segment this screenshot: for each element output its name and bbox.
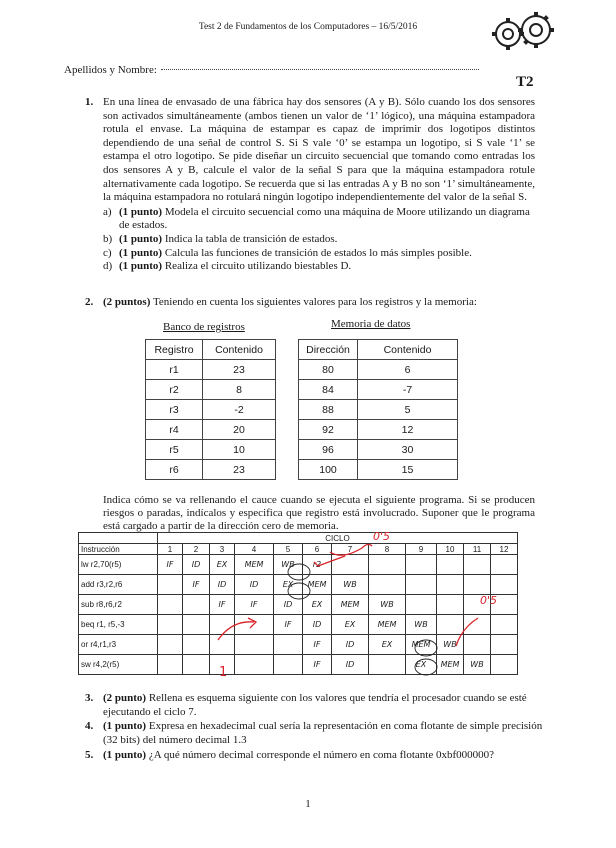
pipeline-stage-cell: IF <box>303 655 332 675</box>
pipeline-stage-cell: MEM <box>369 615 406 635</box>
hazard-arrow-head <box>248 618 256 628</box>
top-arrow <box>314 556 345 566</box>
question-4: 4. (1 punto) Expresa en hexadecimal cual sería la representación en coma flotante de simple precisión (32 bits) del número decimal 1.3 <box>85 720 543 746</box>
question-5-number: 5. <box>85 749 94 761</box>
question-4-number: 4. <box>85 720 94 732</box>
subpart-d: d) (1 punto) Realiza el circuito utilizando biestables D. <box>103 260 352 273</box>
cycle-number: 3 <box>210 544 235 555</box>
memory-caption: Memoria de datos <box>331 318 411 330</box>
pipeline-stage-cell: ID <box>183 555 210 575</box>
table-row: 84 -7 <box>299 380 458 400</box>
question-2-number: 2. <box>85 296 94 308</box>
registers-caption: Banco de registros <box>163 321 245 333</box>
page-header-title: Test 2 de Fundamentos de los Computadores – 16/5/2016 <box>198 22 418 32</box>
pipeline-stage-cell: MEM <box>303 575 332 595</box>
pipeline-stage-cell: MEM <box>332 595 369 615</box>
subpart-a: a) (1 punto) Modela el circuito secuencial como una máquina de Moore utilizando un diagrama de estados. <box>103 205 530 232</box>
page-number: 1 <box>305 798 311 810</box>
pipeline-stage-cell: WB <box>274 555 303 575</box>
cycle-number: 12 <box>491 544 518 555</box>
pipeline-stage-cell: IF <box>274 615 303 635</box>
pipeline-stage-cell: IF <box>183 575 210 595</box>
subpart-b: b) (1 punto) Indica la tabla de transición de estados. <box>103 232 338 245</box>
pipeline-stage-cell: MEM <box>406 635 437 655</box>
pipeline-stage-cell: EX <box>274 575 303 595</box>
pipeline-stage-cell: MEM <box>235 555 274 575</box>
question-3-text: Rellena es esquema siguiente con los valores que tendría el procesador cuando se esté ejecutando el ciclo 7. <box>103 692 527 718</box>
table-row: 100 15 <box>299 460 458 480</box>
pencil-circles <box>288 564 437 675</box>
annotation-score-top: 0'5 <box>373 530 391 543</box>
column-header: Contenido <box>203 340 276 360</box>
pipeline-stage-cell: ID <box>274 595 303 615</box>
table-row: 80 6 <box>299 360 458 380</box>
column-header: Registro <box>146 340 203 360</box>
column-header: Contenido <box>358 340 458 360</box>
pipeline-stage-cell: IF <box>158 555 183 575</box>
cycle-label: CICLO <box>158 533 518 544</box>
pipeline-stage-cell: r2 <box>303 555 332 575</box>
instruction-label: lw r2,70(r5) <box>79 555 158 575</box>
top-score-stroke <box>330 544 372 555</box>
table-row: 96 30 <box>299 440 458 460</box>
circle-mem-or <box>415 640 437 656</box>
red-ink-marks <box>218 544 478 646</box>
pipeline-stage-cell: WB <box>332 575 369 595</box>
annotation-score-right: 0'5 <box>480 594 498 607</box>
pipeline-stage-cell: ID <box>303 615 332 635</box>
question-5: 5. (1 punto) ¿A qué número decimal corresponde el número en coma flotante 0xbf000000? <box>85 749 495 761</box>
subpart-c: c) (1 punto) Calcula las funciones de transición de estados lo más simples posible. <box>103 246 472 259</box>
circle-ex-add <box>288 583 310 599</box>
pipeline-stage-cell: ID <box>235 575 274 595</box>
question-3: 3. (2 punto) Rellena es esquema siguiente con los valores que tendría el procesador cuando se esté ejecutando el ciclo 7. <box>85 692 527 718</box>
table-row: r1 23 <box>146 360 276 380</box>
pipeline-stage-cell: EX <box>303 595 332 615</box>
table-row: r3 -2 <box>146 400 276 420</box>
instruction-label: sw r4,2(r5) <box>79 655 158 675</box>
pipeline-stage-cell: MEM <box>437 655 464 675</box>
hazard-arrow-right <box>456 618 478 646</box>
pipeline-instructions-paragraph: Indica cómo se va rellenando el cauce cuando se ejecuta el siguiente programa. Si se producen riesgos o paradas, indícalos y especifica que registro está involucrado. Suponer que le programa está cargado a partir de la dirección cero de memoria. <box>103 494 535 532</box>
instruction-label: or r4,r1,r3 <box>79 635 158 655</box>
pipeline-stage-cell: IF <box>303 635 332 655</box>
table-row: r6 23 <box>146 460 276 480</box>
name-label: Apellidos y Nombre: <box>64 64 157 76</box>
pipeline-stage-cell: WB <box>437 635 464 655</box>
table-row: 88 5 <box>299 400 458 420</box>
exam-code: T2 <box>516 74 534 90</box>
instruction-header: Instrucción <box>79 544 158 555</box>
pipeline-stage-cell: ID <box>332 635 369 655</box>
pipeline-stage-cell: ID <box>210 575 235 595</box>
pipeline-stage-cell: EX <box>332 615 369 635</box>
question-4-text: Expresa en hexadecimal cual sería la representación en coma flotante de simple precisión (32 bits) del número decimal 1.3 <box>103 720 543 746</box>
hazard-arrow-left <box>218 622 254 640</box>
pipeline-stage-cell: EX <box>210 555 235 575</box>
pipeline-stage-cell: WB <box>464 655 491 675</box>
pipeline-stage-cell: ID <box>332 655 369 675</box>
table-row: r2 8 <box>146 380 276 400</box>
cycle-number: 9 <box>406 544 437 555</box>
pipeline-stage-cell: IF <box>235 595 274 615</box>
pipeline-stage-cell: EX <box>369 635 406 655</box>
question-3-number: 3. <box>85 692 94 704</box>
table-row: r5 10 <box>146 440 276 460</box>
annotation-mark-one: 1 <box>219 665 228 680</box>
column-header: Dirección <box>299 340 358 360</box>
cycle-number: 6 <box>303 544 332 555</box>
pipeline-stage-cell: WB <box>406 615 437 635</box>
table-row: r4 20 <box>146 420 276 440</box>
pipeline-stage-cell: WB <box>369 595 406 615</box>
cycle-number: 1 <box>158 544 183 555</box>
question-1-number: 1. <box>85 96 94 108</box>
question-2-text: Teniendo en cuenta los siguientes valores para los registros y la memoria: <box>152 296 477 308</box>
cycle-number: 4 <box>235 544 274 555</box>
cycle-number: 8 <box>369 544 406 555</box>
cycle-number: 11 <box>464 544 491 555</box>
cycle-number: 2 <box>183 544 210 555</box>
question-1-text: En una línea de envasado de una fábrica hay dos sensores (A y B). Sólo cuando los dos sensores son activados simultáneamente (ambos tienen un valor de ‘1’ lógico), una máquina estampadora rotula el envase. La máquina de estampar es capaz de imprimir dos logotipos distintos dependiendo de una señal de control S. Si S vale ‘0’ se estampa un logotipo, si S vale ‘1’ se estampa el otro logotipo. Se pide diseñar un circuito secuencial que tomando como entradas los dos sensores A y B, calcule el valor de la señal S para que la máquina estampadora rotule alternativamente cada logotipo. Se recuerda que si las entradas A y B no son ‘1’ simultáneamente, la máquina estampadora no rotulará ningún logotipo independientemente del valor de la señal S. <box>103 96 535 204</box>
instruction-label: add r3,r2,r6 <box>79 575 158 595</box>
cycle-number: 5 <box>274 544 303 555</box>
circle-wb-lw <box>288 564 310 580</box>
instruction-label: sub r8,r6,r2 <box>79 595 158 615</box>
circle-ex-sw <box>415 659 437 675</box>
question-2-points: (2 puntos) <box>103 296 151 308</box>
table-row: 92 12 <box>299 420 458 440</box>
cycle-number: 10 <box>437 544 464 555</box>
pipeline-stage-cell: IF <box>210 595 235 615</box>
cycle-number: 7 <box>332 544 369 555</box>
question-5-text: ¿A qué número decimal corresponde el número en coma flotante 0xbf000000? <box>148 749 495 761</box>
instruction-label: beq r1, r5,-3 <box>79 615 158 635</box>
pipeline-stage-cell: EX <box>406 655 437 675</box>
